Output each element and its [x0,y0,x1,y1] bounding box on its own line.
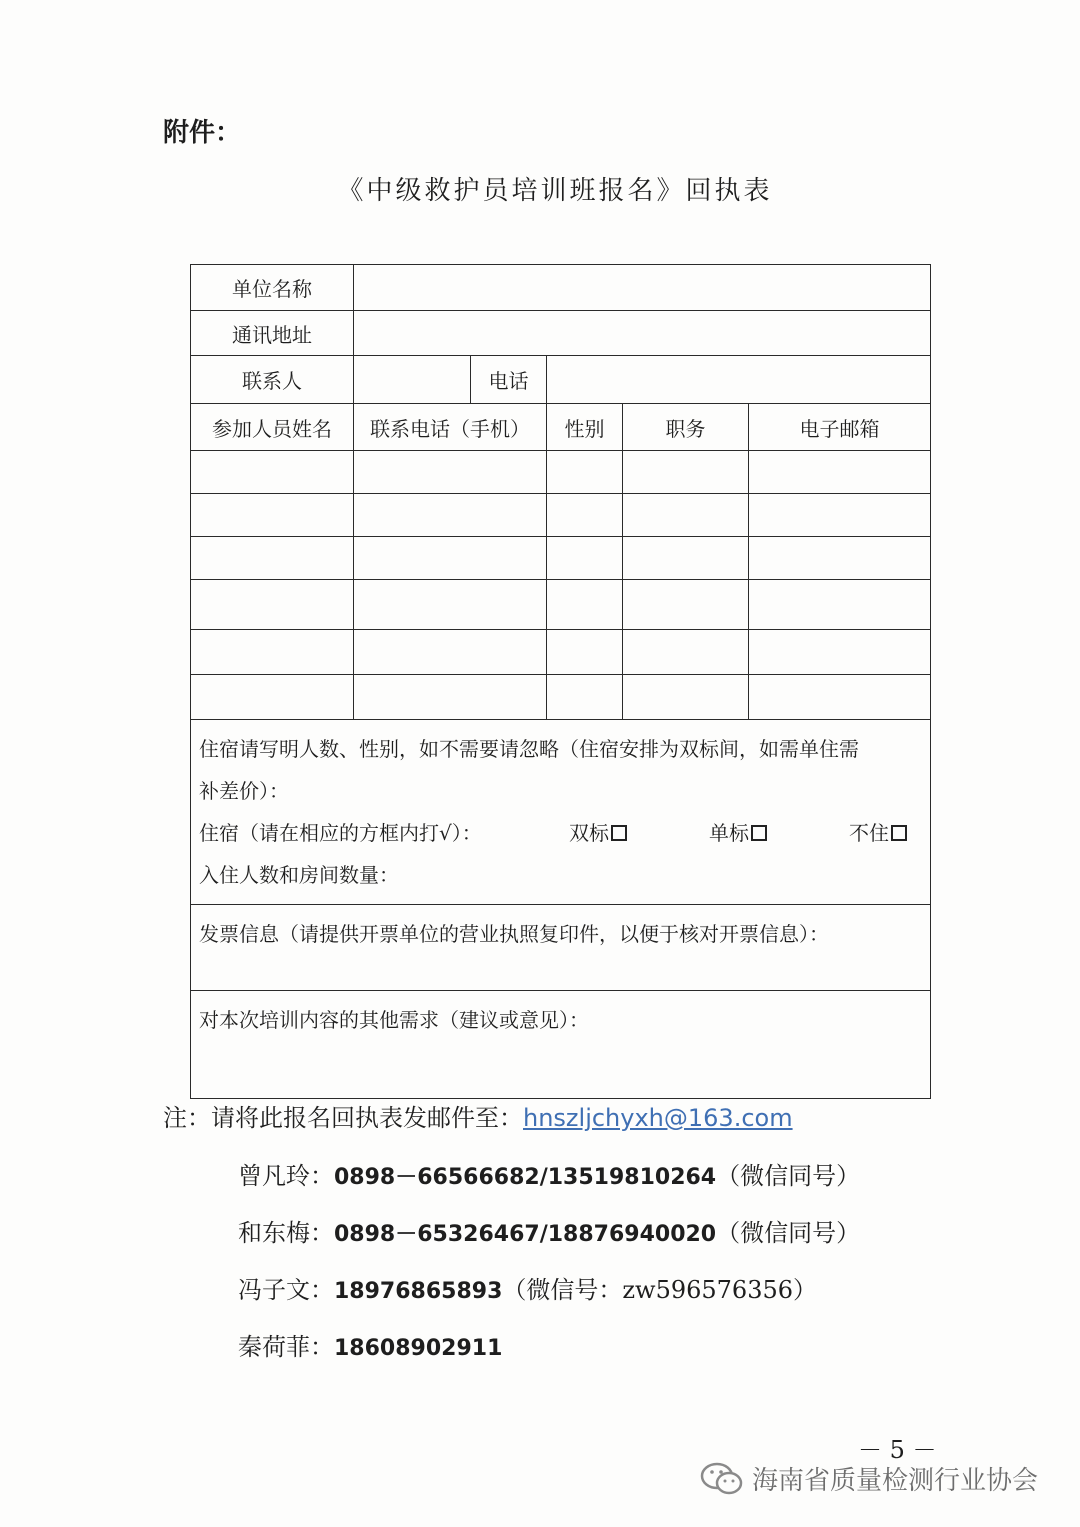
contact-person-label: 联系人 [191,356,354,404]
participant-row [191,580,931,630]
participant-row [191,675,931,720]
checkbox-icon[interactable] [891,825,907,841]
checkbox-icon[interactable] [751,825,767,841]
watermark [700,1460,1038,1497]
contact-phone: 18608902911 [334,1336,503,1361]
other-needs-cell[interactable] [191,991,931,1099]
participant-name-cell[interactable] [191,675,354,720]
participant-name-cell[interactable] [191,630,354,675]
other-needs-section [191,991,931,1099]
contact-name: 秦荷菲： [238,1333,334,1361]
contact-name: 冯子文： [238,1276,334,1304]
participant-gender-cell[interactable] [547,675,623,720]
address-label: 通讯地址 [191,311,354,356]
lodging-cell [191,720,931,905]
column-header-email: 电子邮箱 [749,404,931,451]
participant-mobile-cell[interactable] [354,494,547,537]
participant-email-cell[interactable] [749,537,931,580]
contact-suffix: （微信号：zw596576356） [502,1276,818,1304]
contact-line [238,1213,860,1248]
contact-name: 曾凡玲： [238,1162,334,1190]
note-line [163,1098,793,1133]
column-header-mobile: 联系电话（手机） [354,404,547,451]
lodging-label: 住宿（请在相应的方框内打√）： [199,821,482,845]
column-header-position: 职务 [623,404,749,451]
column-header-gender: 性别 [547,404,623,451]
contact-person-field[interactable] [354,356,471,404]
row-unit-name [191,265,931,311]
option-label: 不住 [849,821,889,845]
participant-mobile-cell[interactable] [354,675,547,720]
participant-gender-cell[interactable] [547,630,623,675]
participant-row [191,630,931,675]
unit-name-label: 单位名称 [191,265,354,311]
participant-email-cell[interactable] [749,451,931,494]
lodging-section [191,720,931,905]
row-contact [191,356,931,404]
participant-mobile-cell[interactable] [354,537,547,580]
lodging-options-line [199,812,922,854]
option-label: 单标 [709,821,749,845]
contact-suffix: （微信同号） [716,1219,861,1247]
lodging-option-single[interactable] [709,812,849,854]
participant-mobile-cell[interactable] [354,451,547,494]
invoice-cell[interactable] [191,905,931,991]
lodging-option-none[interactable] [849,812,907,854]
participant-gender-cell[interactable] [547,580,623,630]
row-address [191,311,931,356]
wechat-icon [700,1461,744,1497]
email-link[interactable]: hnszljchyxh@163.com [523,1104,793,1132]
contact-line [238,1270,817,1305]
participant-name-cell[interactable] [191,537,354,580]
participant-position-cell[interactable] [623,580,749,630]
note-prefix: 注：请将此报名回执表发邮件至： [163,1104,523,1132]
attachment-label: 附件： [163,118,242,148]
participant-mobile-cell[interactable] [354,630,547,675]
phone-label: 电话 [471,356,547,404]
participant-name-cell[interactable] [191,451,354,494]
participant-email-cell[interactable] [749,675,931,720]
invoice-label: 发票信息（请提供开票单位的营业执照复印件，以便于核对开票信息）： [199,922,829,946]
contact-line [238,1327,502,1362]
participant-row [191,451,931,494]
contact-phone: 18976865893 [334,1279,503,1304]
participant-email-cell[interactable] [749,630,931,675]
participant-mobile-cell[interactable] [354,580,547,630]
checkbox-icon[interactable] [611,825,627,841]
contact-phone: 0898－65326467/18876940020 [334,1222,717,1247]
participant-name-cell[interactable] [191,580,354,630]
participant-header-row [191,404,931,451]
contact-phone: 0898－66566682/13519810264 [334,1165,717,1190]
checkin-label: 入住人数和房间数量： [199,863,399,887]
participant-position-cell[interactable] [623,537,749,580]
address-field[interactable] [354,311,931,356]
participant-position-cell[interactable] [623,630,749,675]
participant-gender-cell[interactable] [547,451,623,494]
contact-name: 和东梅： [238,1219,334,1247]
document-title: 《中级救护员培训班报名》回执表 [337,176,773,206]
watermark-text: 海南省质量检测行业协会 [752,1466,1039,1496]
participant-email-cell[interactable] [749,494,931,537]
lodging-note: 住宿请写明人数、性别，如不需要请忽略（住宿安排为双标间，如需单住需 [199,737,859,761]
contact-line [238,1156,860,1191]
participant-row [191,537,931,580]
page-number: － 5 － [858,1436,937,1464]
contact-suffix: （微信同号） [716,1162,861,1190]
participant-gender-cell[interactable] [547,537,623,580]
unit-name-field[interactable] [354,265,931,311]
participant-position-cell[interactable] [623,451,749,494]
phone-field[interactable] [547,356,931,404]
participant-position-cell[interactable] [623,675,749,720]
participant-name-cell[interactable] [191,494,354,537]
invoice-section [191,905,931,991]
participant-gender-cell[interactable] [547,494,623,537]
participant-row [191,494,931,537]
column-header-name: 参加人员姓名 [191,404,354,451]
other-needs-label: 对本次培训内容的其他需求（建议或意见）： [199,1008,589,1032]
lodging-note-continued: 补差价）： [199,779,289,803]
participant-position-cell[interactable] [623,494,749,537]
lodging-option-double[interactable] [569,812,709,854]
option-label: 双标 [569,821,609,845]
participant-email-cell[interactable] [749,580,931,630]
registration-form [190,264,931,1099]
